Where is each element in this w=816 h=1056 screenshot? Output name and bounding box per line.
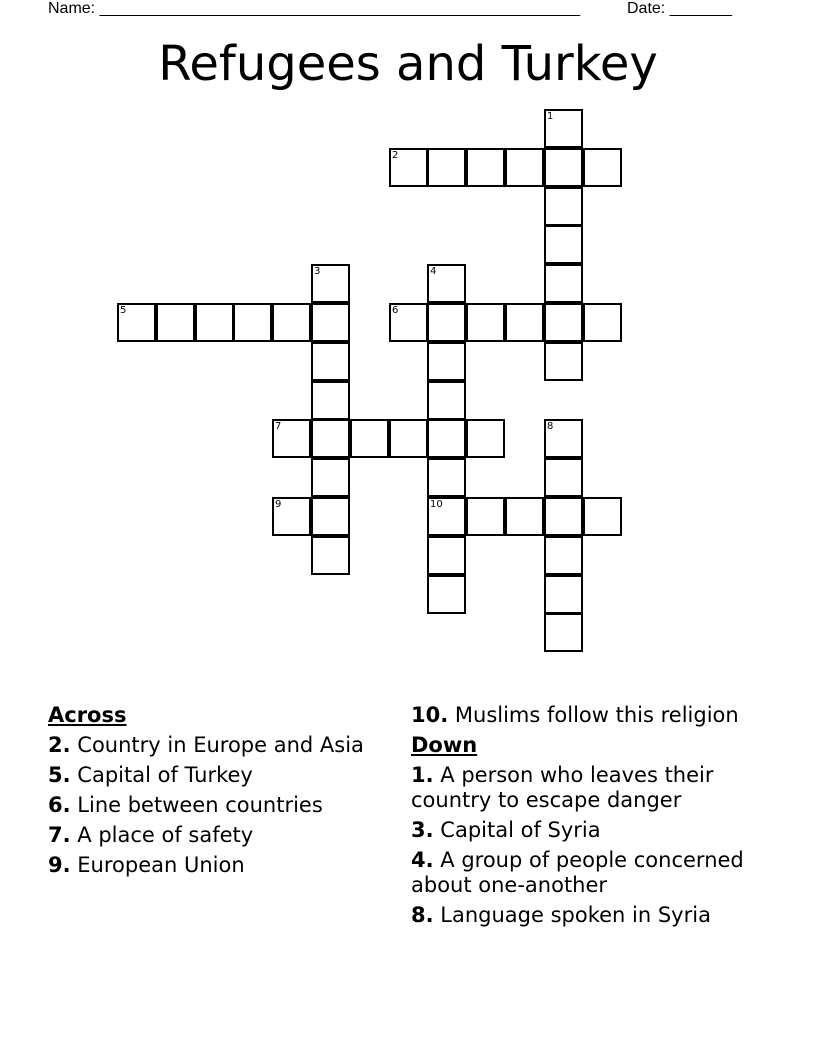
crossword-cell[interactable]	[583, 303, 622, 342]
cell-number: 7	[275, 421, 282, 432]
crossword-cell[interactable]	[427, 419, 466, 458]
crossword-cell[interactable]	[466, 148, 505, 187]
page-title: Refugees and Turkey	[158, 36, 658, 92]
clue-number: 10.	[411, 703, 449, 727]
crossword-cell[interactable]	[427, 342, 466, 381]
crossword-cell[interactable]	[583, 148, 622, 187]
crossword-cell[interactable]	[311, 264, 350, 303]
clue-text: Capital of Turkey	[77, 763, 253, 787]
clue-text: A place of safety	[77, 823, 254, 847]
crossword-cell[interactable]	[427, 458, 466, 497]
clue-down-8	[411, 903, 776, 928]
clues-column-left	[48, 703, 393, 883]
clue-number: 3.	[411, 818, 434, 842]
clue-text: Capital of Syria	[440, 818, 601, 842]
down-heading: Down	[411, 733, 478, 757]
clue-across-9	[48, 853, 393, 878]
cell-number: 2	[392, 150, 399, 161]
clue-text: A person who leaves their country to escape danger	[411, 763, 714, 812]
clue-down-3	[411, 818, 776, 843]
crossword-cell[interactable]	[272, 419, 311, 458]
cell-number: 3	[314, 266, 321, 277]
crossword-cell[interactable]	[544, 613, 583, 652]
clue-text: European Union	[77, 853, 245, 877]
crossword-cell[interactable]	[311, 536, 350, 575]
crossword-cell[interactable]	[544, 187, 583, 226]
crossword-cell[interactable]	[544, 575, 583, 614]
crossword-cell[interactable]	[311, 303, 350, 342]
crossword-cell[interactable]	[466, 419, 505, 458]
cell-number: 1	[547, 111, 554, 122]
crossword-cell[interactable]	[544, 342, 583, 381]
crossword-cell[interactable]	[505, 148, 544, 187]
clue-down-1	[411, 763, 776, 813]
cell-number: 10	[430, 499, 443, 510]
clue-number: 5.	[48, 763, 71, 787]
crossword-cell[interactable]	[466, 303, 505, 342]
crossword-cell[interactable]	[544, 419, 583, 458]
clue-down-4	[411, 848, 776, 898]
crossword-cell[interactable]	[427, 381, 466, 420]
clue-text: Language spoken in Syria	[440, 903, 711, 927]
crossword-cell[interactable]	[544, 497, 583, 536]
crossword-cell[interactable]	[272, 303, 311, 342]
clue-across-10	[411, 703, 776, 728]
crossword-cell[interactable]	[583, 497, 622, 536]
cell-number: 5	[120, 305, 127, 316]
cell-number: 4	[430, 266, 437, 277]
clue-across-7	[48, 823, 393, 848]
crossword-cell[interactable]	[544, 225, 583, 264]
clues-column-right	[411, 703, 776, 933]
clue-number: 1.	[411, 763, 434, 787]
clue-text: Country in Europe and Asia	[77, 733, 364, 757]
crossword-cell[interactable]	[544, 303, 583, 342]
crossword-cell[interactable]	[311, 381, 350, 420]
crossword-cell[interactable]	[466, 497, 505, 536]
date-field-label: Date: _______	[627, 0, 732, 17]
crossword-cell[interactable]	[311, 342, 350, 381]
crossword-cell[interactable]	[117, 303, 156, 342]
cell-number: 6	[392, 305, 399, 316]
crossword-cell[interactable]	[233, 303, 272, 342]
clue-number: 2.	[48, 733, 71, 757]
crossword-cell[interactable]	[272, 497, 311, 536]
name-field-label: Name: ______________________________________________________	[48, 0, 581, 17]
crossword-cell[interactable]	[544, 264, 583, 303]
crossword-cell[interactable]	[195, 303, 234, 342]
crossword-cell[interactable]	[427, 148, 466, 187]
cell-number: 8	[547, 421, 554, 432]
crossword-cell[interactable]	[389, 419, 428, 458]
crossword-cell[interactable]	[505, 497, 544, 536]
crossword-cell[interactable]	[311, 497, 350, 536]
crossword-cell[interactable]	[427, 497, 466, 536]
clue-number: 4.	[411, 848, 434, 872]
crossword-cell[interactable]	[389, 148, 428, 187]
crossword-cell[interactable]	[389, 303, 428, 342]
clue-text: Line between countries	[77, 793, 323, 817]
crossword-cell[interactable]	[427, 303, 466, 342]
clue-text: Muslims follow this religion	[454, 703, 739, 727]
crossword-cell[interactable]	[544, 536, 583, 575]
clue-number: 9.	[48, 853, 71, 877]
clue-across-6	[48, 793, 393, 818]
clue-number: 6.	[48, 793, 71, 817]
clue-across-2	[48, 733, 393, 758]
crossword-cell[interactable]	[427, 536, 466, 575]
crossword-cell[interactable]	[505, 303, 544, 342]
crossword-cell[interactable]	[544, 148, 583, 187]
crossword-cell[interactable]	[311, 419, 350, 458]
crossword-cell[interactable]	[350, 419, 389, 458]
clue-text: A group of people concerned about one-another	[411, 848, 744, 897]
crossword-cell[interactable]	[156, 303, 195, 342]
crossword-cell[interactable]	[311, 458, 350, 497]
clue-number: 8.	[411, 903, 434, 927]
crossword-cell[interactable]	[544, 109, 583, 148]
crossword-cell[interactable]	[427, 264, 466, 303]
across-heading: Across	[48, 703, 127, 727]
crossword-cell[interactable]	[544, 458, 583, 497]
clue-across-5	[48, 763, 393, 788]
crossword-cell[interactable]	[427, 575, 466, 614]
cell-number: 9	[275, 499, 282, 510]
clue-number: 7.	[48, 823, 71, 847]
